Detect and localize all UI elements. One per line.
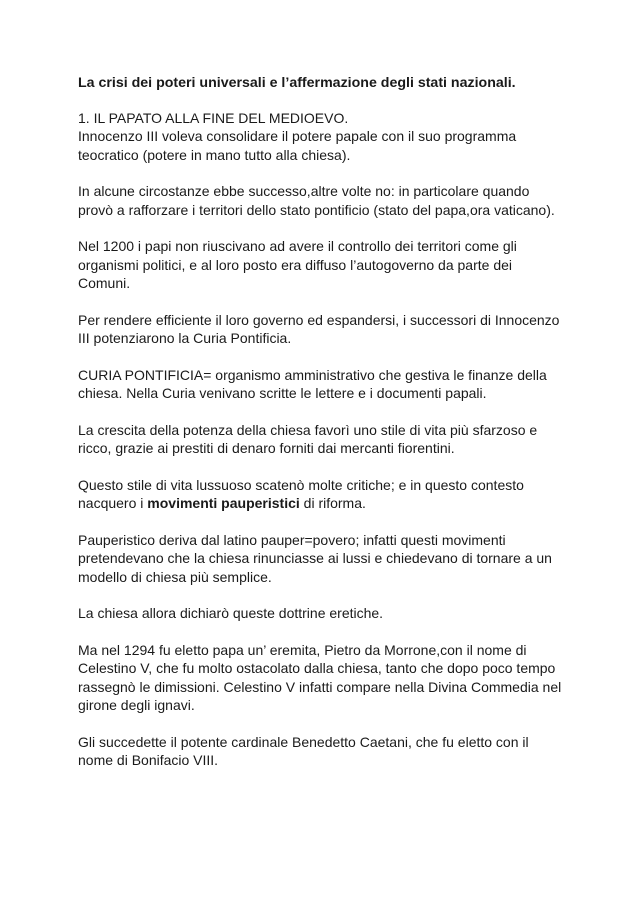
paragraph-crescita — [78, 421, 578, 458]
paragraph-innocenzo — [78, 127, 578, 164]
text-line: rassegnò le dimissioni. Celestino V infatti compare nella Divina Commedia nel — [78, 678, 562, 695]
text-line: Celestino V, che fu molto ostacolato dalla chiesa, tanto che dopo poco tempo — [78, 660, 556, 676]
text-fragment: nacquero i — [78, 495, 148, 511]
paragraph-celestino — [78, 641, 578, 715]
paragraph-curia-intro — [78, 311, 578, 348]
text-line: La chiesa allora dichiarò queste dottrine eretiche. — [78, 605, 384, 621]
text-line: III potenziarono la Curia Pontificia. — [78, 330, 292, 346]
text-line: Nel 1200 i papi non riuscivano ad avere il controllo dei territori come gli — [78, 238, 517, 254]
paragraph-bonifacio — [78, 733, 578, 770]
text-fragment: di riforma. — [299, 495, 366, 511]
paragraph-curia-definition — [78, 366, 578, 403]
text-line: chiesa. Nella Curia venivano scritte le lettere e i documenti papali. — [78, 385, 487, 401]
text-line: Innocenzo III voleva consolidare il potere papale con il suo programma — [78, 128, 517, 144]
text-line: Ma nel 1294 fu eletto papa un’ eremita, Pietro da Morrone,con il nome di — [78, 641, 527, 658]
text-line: La crescita della potenza della chiesa favorì uno stile di vita più sfarzoso e — [78, 421, 538, 438]
text-line: Gli succedette il potente cardinale Benedetto Caetani, che fu eletto con il — [78, 733, 529, 750]
section-heading: 1. IL PAPATO ALLA FINE DEL MEDIOEVO. — [78, 110, 349, 126]
text-line: Comuni. — [78, 275, 131, 291]
text-line — [78, 494, 578, 513]
paragraph-1200 — [78, 237, 578, 293]
text-line: pretendevano che la chiesa rinunciasse ai lussi e chiedevano di tornare a un — [78, 550, 552, 566]
paragraph-movimenti — [78, 476, 578, 513]
text-line: ricco, grazie ai prestiti di denaro forniti dai mercanti fiorentini. — [78, 440, 455, 456]
text-line: Pauperistico deriva dal latino pauper=povero; infatti questi movimenti — [78, 531, 506, 548]
text-line: nome di Bonifacio VIII. — [78, 752, 219, 768]
text-line: teocratico (potere in mano tutto alla chiesa). — [78, 146, 351, 163]
text-line: In alcune circostanze ebbe successo,altre volte no: in particolare quando — [78, 183, 530, 199]
paragraph-successo — [78, 182, 578, 219]
text-line: Per rendere efficiente il loro governo ed espandersi, i successori di Innocenzo — [78, 311, 560, 328]
paragraph-pauperistico — [78, 531, 578, 587]
text-line: girone degli ignavi. — [78, 697, 195, 713]
bold-term: movimenti pauperistici — [147, 495, 300, 511]
text-line: provò a rafforzare i territori dello stato pontificio (stato del papa,ora vaticano). — [78, 201, 555, 218]
document-page — [78, 74, 578, 770]
text-line: organismi politici, e al loro posto era diffuso l’autogoverno da parte dei — [78, 256, 512, 273]
document-title: La crisi dei poteri universali e l’affermazione degli stati nazionali. — [78, 75, 516, 91]
paragraph-eretiche — [78, 604, 578, 623]
text-line: modello di chiesa più semplice. — [78, 568, 272, 585]
text-line: Questo stile di vita lussuoso scatenò molte critiche; e in questo contesto — [78, 476, 524, 493]
text-line: CURIA PONTIFICIA= organismo amministrativo che gestiva le finanze della — [78, 366, 547, 383]
